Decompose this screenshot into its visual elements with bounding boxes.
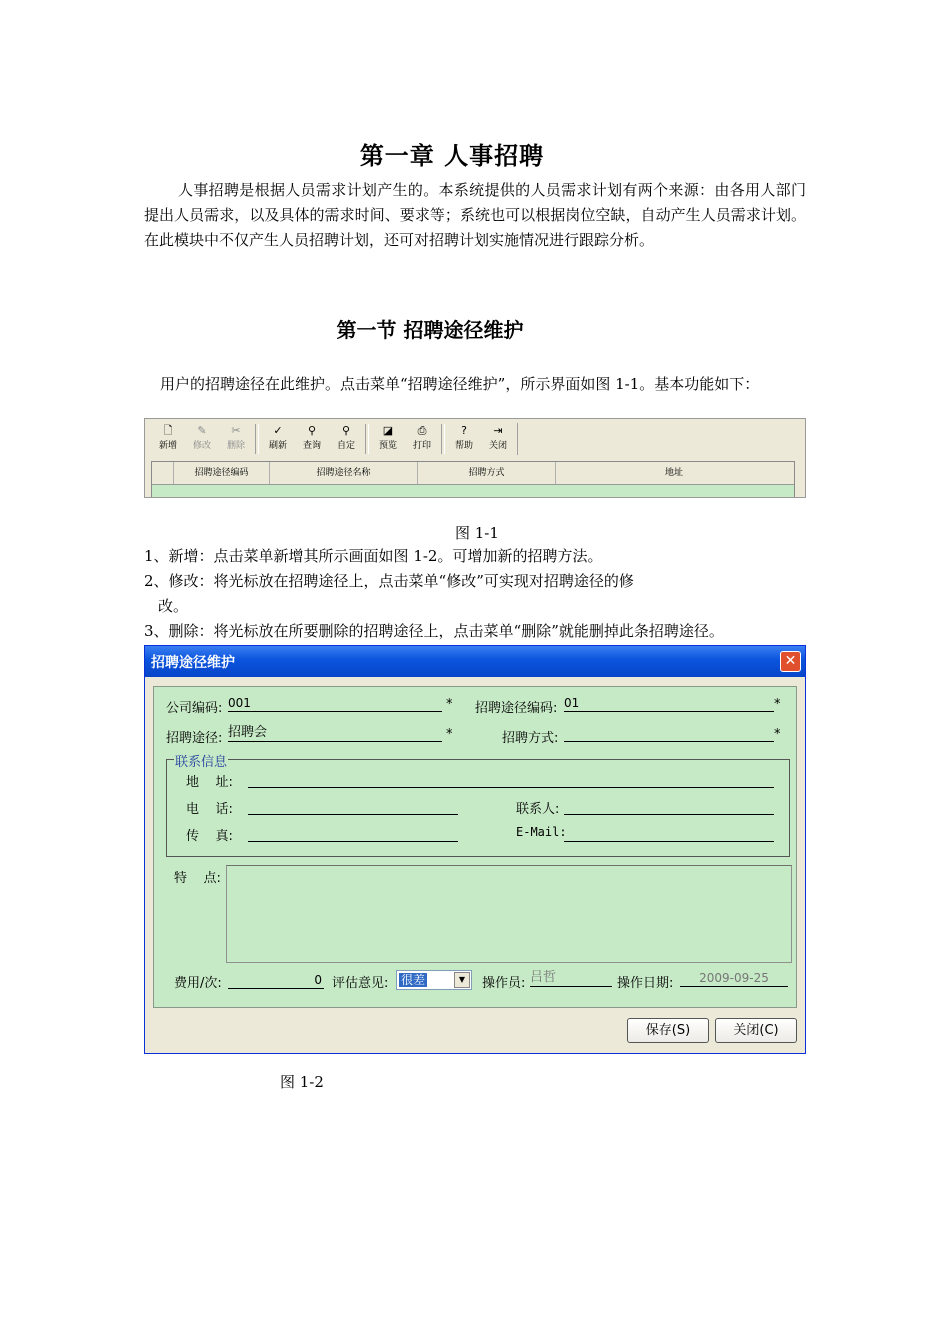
preview-icon: ◪ bbox=[382, 424, 394, 437]
toolbar-button-label: 打印 bbox=[412, 441, 431, 451]
save-button[interactable]: 保存(S) bbox=[627, 1018, 709, 1043]
cost-field[interactable]: 0 bbox=[228, 972, 324, 989]
email-field[interactable] bbox=[564, 825, 774, 842]
company-code-label: 公司编码: bbox=[166, 701, 223, 716]
method-field[interactable] bbox=[564, 725, 774, 742]
evaluation-value: 很差 bbox=[401, 973, 426, 987]
toolbar-button-label: 预览 bbox=[378, 441, 397, 451]
contact-person-label: 联系人: bbox=[516, 802, 560, 817]
toolbar-button-label: 查询 bbox=[302, 441, 321, 451]
exit-door-icon: ⇥ bbox=[493, 424, 503, 437]
feature-label: 特 点: bbox=[174, 871, 221, 886]
toolbar-button-label: 帮助 bbox=[454, 441, 473, 451]
binoculars-icon: ⚲ bbox=[307, 424, 317, 437]
toolbar-separator bbox=[255, 424, 259, 454]
toolbar-button-label: 新增 bbox=[158, 441, 177, 451]
dialog-titlebar[interactable] bbox=[145, 646, 805, 677]
intro-paragraph: 人事招聘是根据人员需求计划产生的。本系统提供的人员需求计划有两个来源：由各用人部门提出人员需求，以及具体的需求时间、要求等；系统也可以根据岗位空缺，自动产生人员需求计划。在此模块中不仅产生人员招聘计划，还可对招聘计划实施情况进行跟踪分析。 bbox=[144, 181, 806, 249]
required-mark: * bbox=[446, 727, 453, 742]
toolbar-button[interactable] bbox=[405, 421, 439, 455]
phone-field[interactable] bbox=[248, 798, 458, 815]
toolbar-button-label: 刷新 bbox=[268, 441, 287, 451]
scissors-icon: ✂ bbox=[231, 424, 241, 437]
toolbar-separator bbox=[441, 424, 445, 454]
toolbar-button-label: 删除 bbox=[226, 441, 245, 451]
toolbar-button[interactable] bbox=[151, 421, 185, 455]
grid-col-address[interactable]: 地址 bbox=[664, 468, 683, 478]
email-label: E-Mail: bbox=[516, 825, 567, 839]
grid-header bbox=[152, 462, 794, 485]
toolbar-button[interactable] bbox=[447, 421, 481, 455]
evaluation-label: 评估意见: bbox=[332, 976, 389, 991]
binoculars-custom-icon: ⚲ bbox=[341, 424, 351, 437]
route-maintenance-dialog bbox=[144, 645, 806, 1054]
required-mark: * bbox=[774, 697, 781, 712]
grid-col-indicator bbox=[152, 462, 174, 484]
fax-label: 传 真: bbox=[186, 829, 233, 844]
toolbar-button-label: 关闭 bbox=[488, 441, 507, 451]
route-field[interactable]: 招聘会 bbox=[228, 725, 442, 742]
operator-field: 吕哲 bbox=[530, 970, 612, 987]
address-label: 地 址: bbox=[186, 775, 233, 790]
grid-col-route-name[interactable]: 招聘途径名称 bbox=[270, 462, 418, 484]
contact-info-title: 联系信息 bbox=[174, 751, 228, 770]
figure-1-2-caption: 图 1-2 bbox=[280, 1073, 324, 1091]
dialog-title: 招聘途径维护 bbox=[151, 655, 235, 671]
route-code-field[interactable]: 01 bbox=[564, 695, 774, 712]
fax-field[interactable] bbox=[248, 825, 458, 842]
refresh-icon: ✓ bbox=[273, 424, 283, 437]
edit-icon: ✎ bbox=[197, 424, 207, 437]
required-mark: * bbox=[774, 727, 781, 742]
help-icon: ? bbox=[461, 424, 467, 437]
operator-label: 操作员: bbox=[482, 976, 526, 991]
printer-icon: ⎙ bbox=[417, 424, 427, 437]
address-field[interactable] bbox=[248, 771, 774, 788]
close-button[interactable]: 关闭(C) bbox=[715, 1018, 797, 1043]
section-intro: 用户的招聘途径在此维护。点击菜单“招聘途径维护”，所示界面如图 1-1。基本功能如下： bbox=[160, 375, 760, 393]
route-label: 招聘途径: bbox=[166, 731, 223, 746]
toolbar-separator bbox=[365, 424, 369, 454]
figure-1-1-caption: 图 1-1 bbox=[455, 524, 499, 542]
feature-textarea[interactable] bbox=[226, 865, 792, 963]
form-panel bbox=[153, 686, 797, 1008]
chapter-title: 第一章 人事招聘 bbox=[359, 142, 545, 170]
close-icon[interactable]: ✕ bbox=[780, 651, 801, 672]
chevron-down-icon[interactable]: ▼ bbox=[454, 972, 470, 988]
new-file-icon: 🗋 bbox=[163, 424, 173, 437]
toolbar-button[interactable] bbox=[295, 421, 329, 455]
toolbar-button[interactable] bbox=[481, 421, 515, 455]
figure-1-1-screenshot bbox=[144, 418, 806, 498]
cost-label: 费用/次: bbox=[174, 976, 222, 991]
toolbar-button[interactable] bbox=[219, 421, 253, 455]
toolbar-button-label: 修改 bbox=[192, 441, 211, 451]
evaluation-select[interactable] bbox=[396, 970, 472, 990]
toolbar-button[interactable] bbox=[185, 421, 219, 455]
company-code-field[interactable]: 001 bbox=[228, 695, 442, 712]
list-item: 3、删除：将光标放在所要删除的招聘途径上，点击菜单“删除”就能删掉此条招聘途径。 bbox=[144, 622, 724, 640]
phone-label: 电 话: bbox=[186, 802, 233, 817]
route-grid[interactable] bbox=[151, 461, 795, 498]
toolbar-button[interactable] bbox=[329, 421, 363, 455]
list-item: 改。 bbox=[158, 597, 189, 615]
grid-col-method[interactable]: 招聘方式 bbox=[418, 462, 556, 484]
required-mark: * bbox=[446, 697, 453, 712]
route-code-label: 招聘途径编码: bbox=[475, 701, 558, 716]
date-field: 2009-09-25 bbox=[680, 970, 788, 987]
list-item: 1、新增：点击菜单新增其所示画面如图 1-2。可增加新的招聘方法。 bbox=[144, 547, 603, 565]
toolbar-button-label: 自定 bbox=[336, 441, 355, 451]
toolbar-button[interactable] bbox=[371, 421, 405, 455]
method-label: 招聘方式: bbox=[502, 731, 559, 746]
list-item: 2、修改：将光标放在招聘途径上，点击菜单“修改”可实现对招聘途径的修 bbox=[144, 572, 634, 590]
toolbar-button[interactable] bbox=[261, 421, 295, 455]
grid-col-route-code[interactable]: 招聘途径编码 bbox=[174, 462, 270, 484]
section-title: 第一节 招聘途径维护 bbox=[336, 318, 524, 342]
toolbar-separator bbox=[517, 423, 519, 455]
date-label: 操作日期: bbox=[617, 976, 674, 991]
toolbar bbox=[151, 421, 519, 457]
contact-person-field[interactable] bbox=[564, 798, 774, 815]
